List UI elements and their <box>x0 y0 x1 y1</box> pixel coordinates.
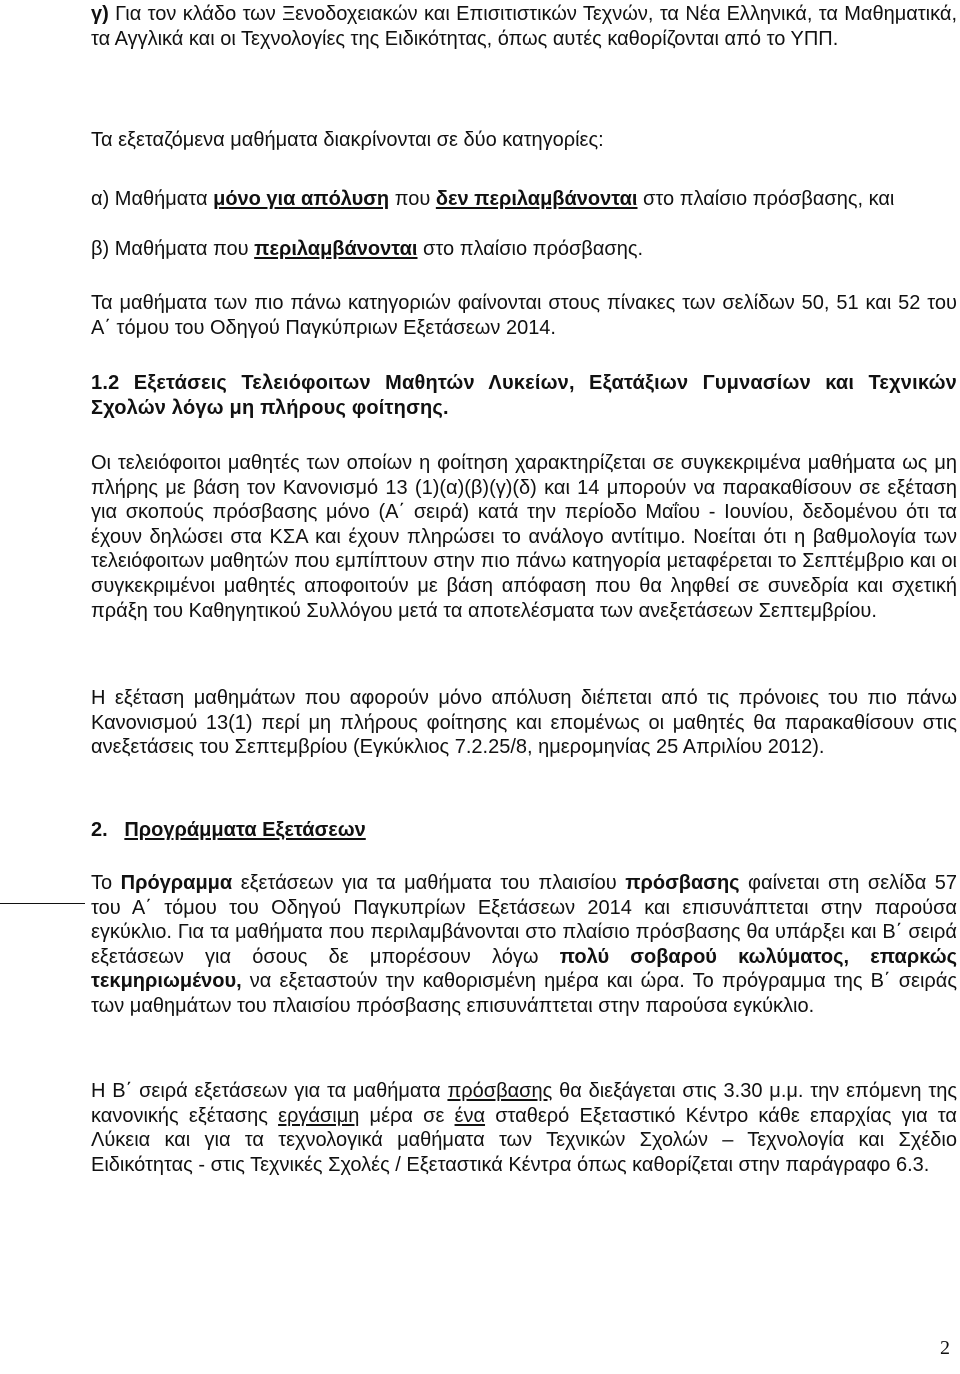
program-text-3: φαίνεται στη σελίδα 57 του Α΄ τόμου του Οδηγού Παγκυπρίων Εξετάσεων 2014 και επισυνάπτεται στην παρούσα εγκύκλιο. Για τα μαθήματα που περιλαμβάνονται στο πλαίσιο πρόσβασης θα υπάρξει και Β΄ σειρά εξετάσεων για όσους δε μπορέσουν λόγω <box>91 872 957 968</box>
program-emphasis-serious-impediment: πολύ σοβαρού κωλύματος, επαρκώς τεκμηριωμένου, <box>91 945 957 993</box>
category-b-emphasis-included: περιλαμβάνονται <box>254 238 418 260</box>
program-text-4: να εξεταστούν την καθορισμένη ημέρα και ώρα. Το πρόγραμμα της Β΄ σειράς των μαθημάτων του πλαισίου πρόσβασης επισυνάπτεται στην παρούσα εγκύκλιο. <box>91 970 957 1017</box>
category-b <box>91 237 957 262</box>
program-emphasis-program: Πρόγραμμα <box>120 872 233 894</box>
series-b-underline-access: πρόσβασης <box>447 1080 553 1102</box>
category-a <box>91 187 957 212</box>
paragraph-gamma <box>91 2 957 51</box>
paragraph-series-b <box>91 1079 957 1177</box>
category-b-suffix: στο πλαίσιο πρόσβασης. <box>417 238 644 260</box>
program-emphasis-access: πρόσβασης <box>625 872 740 894</box>
category-a-suffix: στο πλαίσιο πρόσβασης, και <box>637 188 895 210</box>
program-text-1: Το <box>91 872 121 894</box>
paragraph-graduates: Οι τελειόφοιτοι μαθητές των οποίων η φοίτηση χαρακτηρίζεται σε συγκεκριμένα μαθήματα ως μη πλήρης με βάση τον Κανονισμό 13 (1)(α)(β)(γ)(δ) και 14 μπορούν να παρακαθίσουν σε εξέταση για σκοπούς πρόσβασης μόνο (Α΄ σειρά) κατά την περίοδο Μαΐου - Ιουνίου, δεδομένου ότι τα έχουν δηλώσει στα ΚΣΑ και έχουν πληρώσει το ανάλογο αντίτιμο. Νοείται ότι η βαθμολογία των τελειόφοιτων μαθητών που εμπίπτουν στην πιο πάνω κατηγορία μεταφέρεται το Σεπτέμβριο και οι συγκεκριμένοι μαθητές αποφοιτούν με βάση απόφαση που θα ληφθεί σε συνεδρία και σχετική πράξη του Καθηγητικού Συλλόγου μετά τα αποτελέσματα των ανεξετάσεων Σεπτεμβρίου. <box>91 452 957 622</box>
page-number: 2 <box>940 1337 950 1359</box>
section-1-2-heading: 1.2 Εξετάσεις Τελειόφοιτων Μαθητών Λυκείων, Εξατάξιων Γυμνασίων και Τεχνικών Σχολών λόγω μη πλήρους φοίτησης. <box>91 372 957 419</box>
category-a-prefix: α) Μαθήματα <box>91 188 214 210</box>
section-2-heading <box>91 818 957 843</box>
section-2-number: 2. <box>91 819 108 841</box>
series-b-text-3: μέρα σε <box>359 1104 455 1127</box>
section-2-title: Προγράμματα Εξετάσεων <box>124 819 366 841</box>
margin-rule <box>0 903 85 904</box>
paragraph-program <box>91 871 957 1019</box>
program-text-2: εξετάσεων για τα μαθήματα του πλαισίου <box>232 872 626 894</box>
category-a-emphasis-only-graduation: μόνο για απόλυση <box>213 188 390 210</box>
item-label-gamma: γ) <box>91 3 109 25</box>
category-a-mid: που <box>389 188 436 210</box>
paragraph-tables: Τα μαθήματα των πιο πάνω κατηγοριών φαίνονται στους πίνακες των σελίδων 50, 51 και 52 του Α΄ τόμου του Οδηγού Παγκύπριων Εξετάσεων 2014. <box>91 292 957 339</box>
paragraph-gamma-text: Για τον κλάδο των Ξενοδοχειακών και Επισιτιστικών Τεχνών, τα Νέα Ελληνικά, τα Μαθηματικά, τα Αγγλικά και οι Τεχνολογίες της Ειδικότητας, όπως αυτές καθορίζονται από το ΥΠΠ. <box>91 3 957 50</box>
paragraph-exam-rules: Η εξέταση μαθημάτων που αφορούν μόνο απόλυση διέπεται από τις πρόνοιες του πιο πάνω Κανονισμού 13(1) περί μη πλήρους φοίτησης και επομένως οι μαθητές θα παρακαθίσουν στις ανεξετάσεις του Σεπτεμβρίου (Εγκύκλιος 7.2.25/8, ημερομηνίας 25 Απριλίου 2012). <box>91 687 957 759</box>
series-b-text-4: σταθερό Εξεταστικό Κέντρο κάθε επαρχίας για τα Λύκεια και για τα τεχνολογικά μαθήματα των Τεχνικών Σχολών – Τεχνολογία και Σχέδιο Ειδικότητας - στις Τεχνικές Σχολές / Εξεταστικά Κέντρα όπως καθορίζεται στην παράγραφο 6.3. <box>91 1104 957 1176</box>
category-b-prefix: β) Μαθήματα που <box>91 238 255 260</box>
categories-intro: Τα εξεταζόμενα μαθήματα διακρίνονται σε δύο κατηγορίες: <box>91 129 604 151</box>
series-b-text-2: θα διεξάγεται στις 3.30 μ.μ. την επόμενη της κανονικής εξέτασης <box>91 1080 957 1127</box>
series-b-text-1: Η Β΄ σειρά εξετάσεων για τα μαθήματα <box>91 1080 448 1102</box>
series-b-underline-working: εργάσιμη <box>278 1104 360 1127</box>
series-b-underline-one: ένα <box>454 1104 486 1127</box>
category-a-emphasis-not-included: δεν περιλαμβάνονται <box>435 188 638 210</box>
